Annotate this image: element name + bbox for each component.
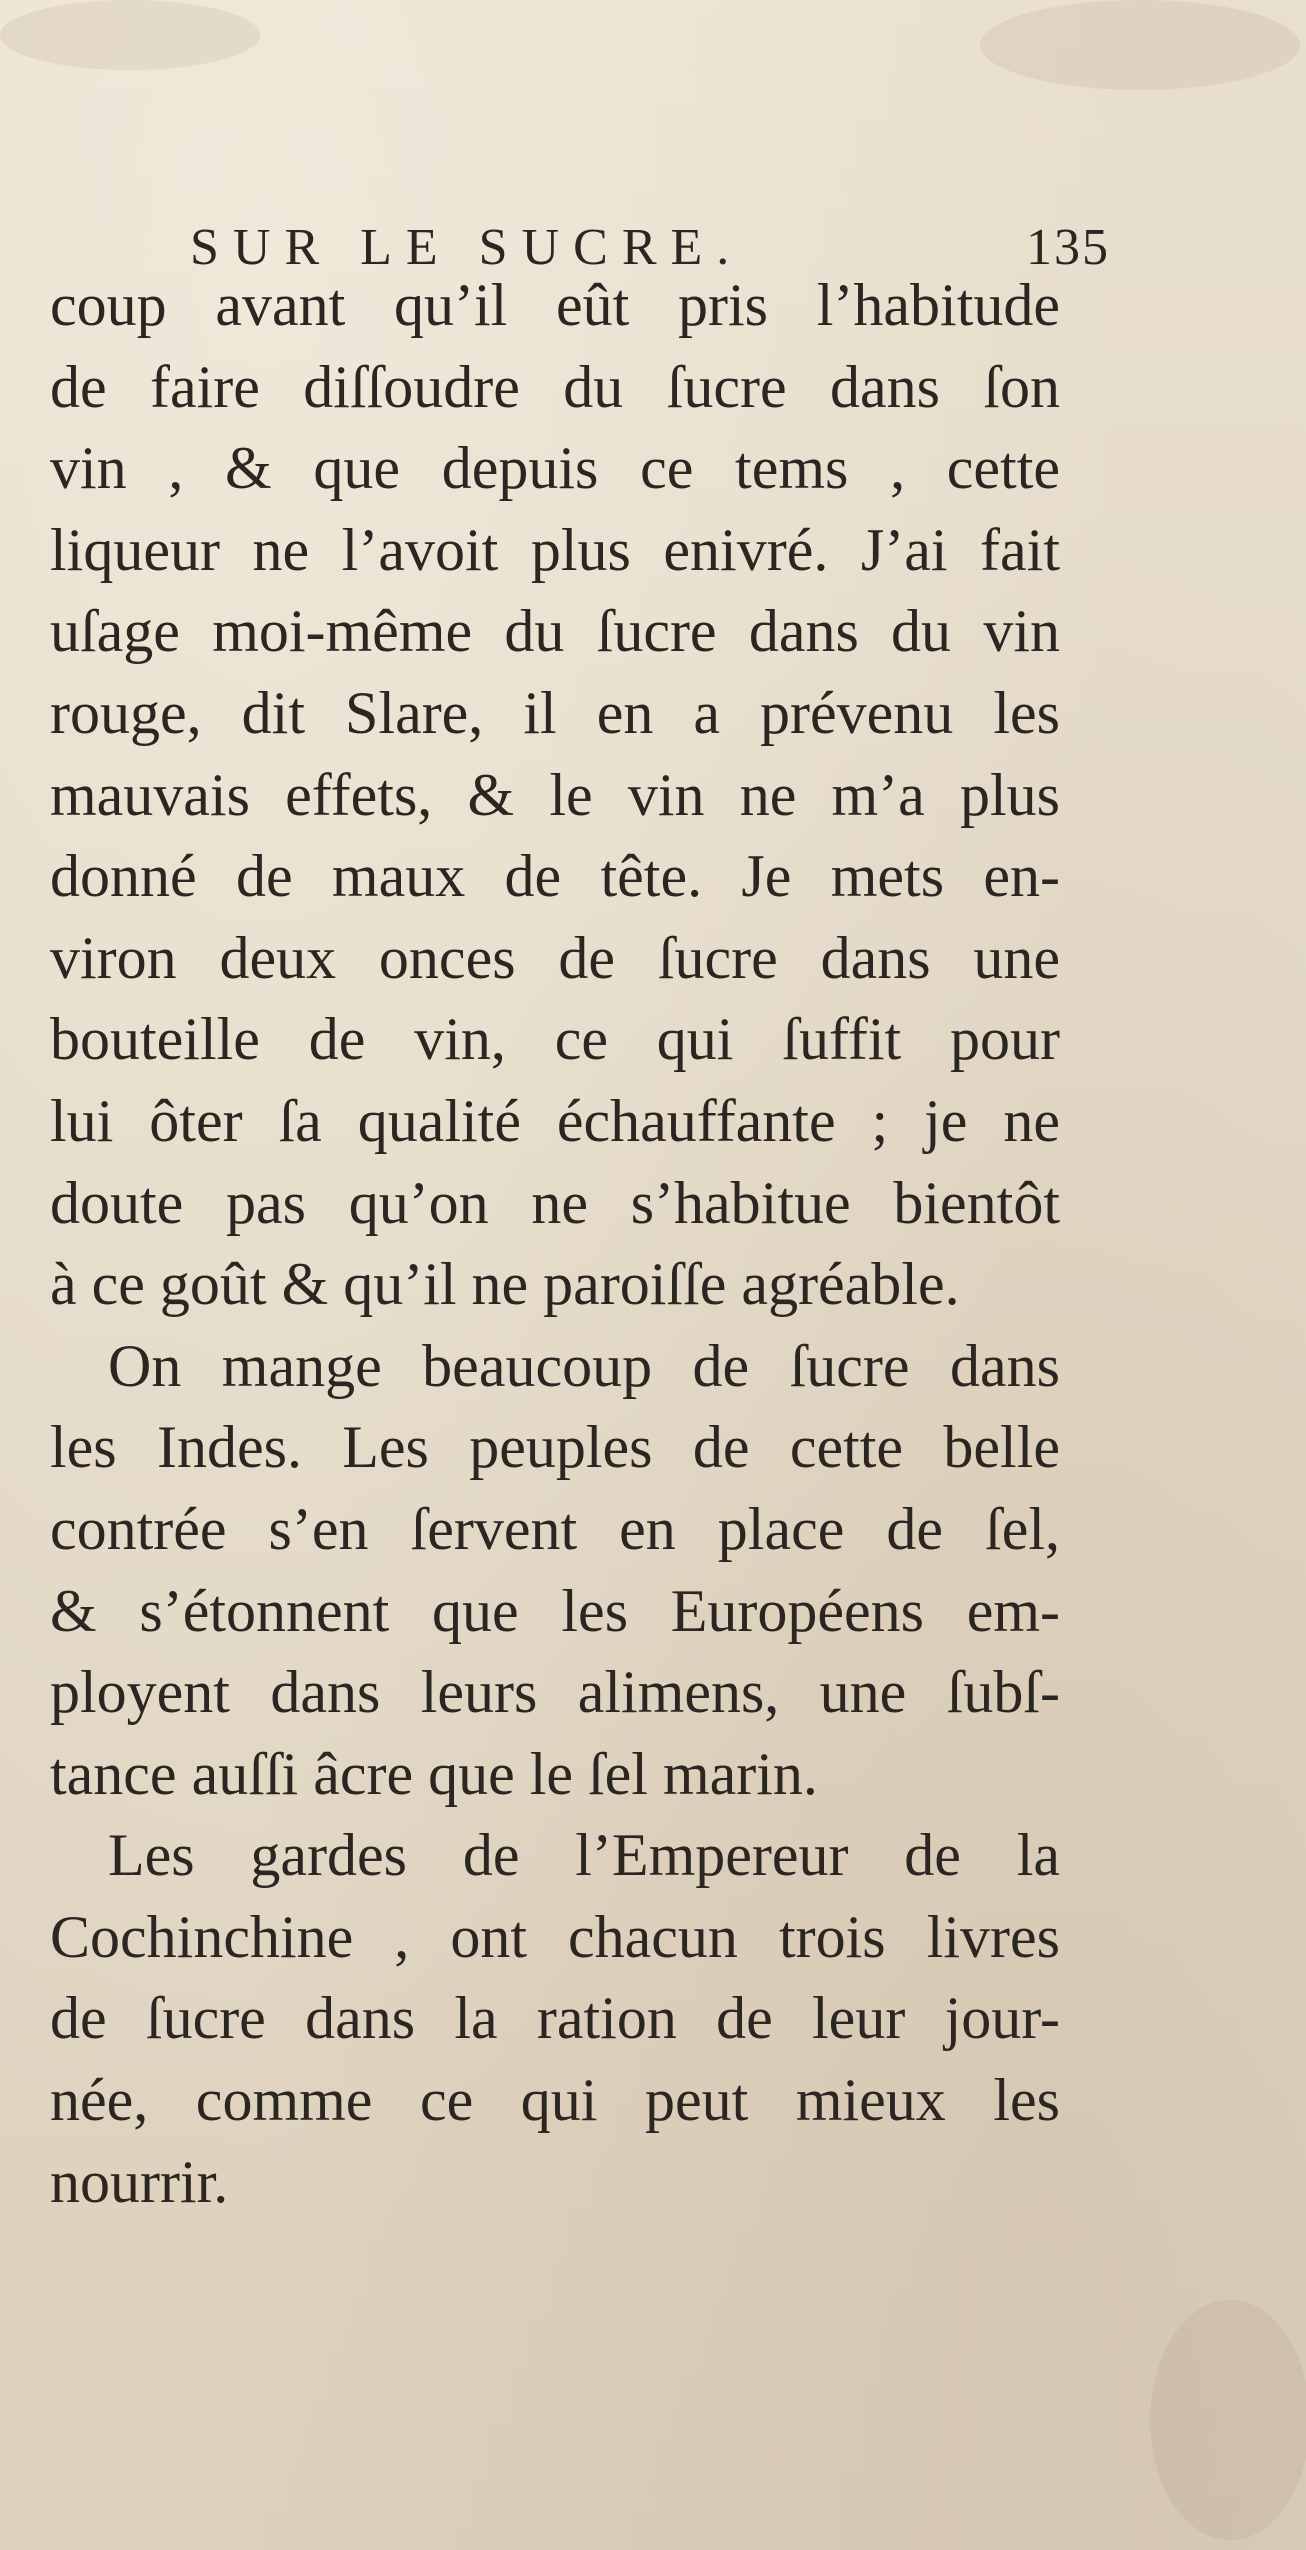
text-line: de ſucre dans la ration de leur jour- xyxy=(50,1985,1060,2052)
text-line: mauvais effets, & le vin ne m’a plus xyxy=(50,761,1060,828)
text-line: bouteille de vin, ce qui ſuffit pour xyxy=(50,1006,1060,1073)
text-line: Cochinchine , ont chacun trois livres xyxy=(50,1903,1060,1970)
text-line: ployent dans leurs alimens, une ſubſ- xyxy=(50,1659,1060,1726)
text-line: uſage moi-même du ſucre dans du vin xyxy=(50,598,1060,665)
text-line: donné de maux de tête. Je mets en- xyxy=(50,843,1060,910)
text-line: lui ôter ſa qualité échauffante ; je ne xyxy=(50,1087,1060,1154)
text-line: & s’étonnent que les Européens em- xyxy=(50,1577,1060,1644)
paper-stain xyxy=(1150,2300,1306,2540)
text-line: doute pas qu’on ne s’habitue bientôt xyxy=(50,1169,1060,1236)
text-line: viron deux onces de ſucre dans une xyxy=(50,924,1060,991)
text-line: rouge, dit Slare, il en a prévenu les xyxy=(50,679,1060,746)
text-line: les Indes. Les peuples de cette belle xyxy=(50,1414,1060,1481)
paper-stain xyxy=(980,0,1300,90)
running-head: SUR LE SUCRE. xyxy=(190,219,744,276)
text-line: coup avant qu’il eût pris l’habitude xyxy=(50,272,1060,338)
text-line: liqueur ne l’avoit plus enivré. J’ai fait xyxy=(50,516,1060,583)
page-number: 135 xyxy=(1026,219,1110,276)
text-line: tance auſſi âcre que le ſel marin. xyxy=(50,1740,818,1807)
text-line: de faire diſſoudre du ſucre dans ſon xyxy=(50,353,1060,420)
text-line: contrée s’en ſervent en place de ſel, xyxy=(50,1495,1060,1562)
paper-stain xyxy=(0,0,260,70)
text-line: On mange beaucoup de ſucre dans xyxy=(108,1332,1060,1399)
text-line: née, comme ce qui peut mieux les xyxy=(50,2067,1060,2134)
text-line: Les gardes de l’Empereur de la xyxy=(108,1822,1060,1889)
text-line: à ce goût & qu’il ne paroiſſe agréable. xyxy=(50,1251,960,1318)
text-line: vin , & que depuis ce tems , cette xyxy=(50,435,1060,502)
body-text xyxy=(50,265,1060,2223)
text-line: nourrir. xyxy=(50,2148,229,2215)
